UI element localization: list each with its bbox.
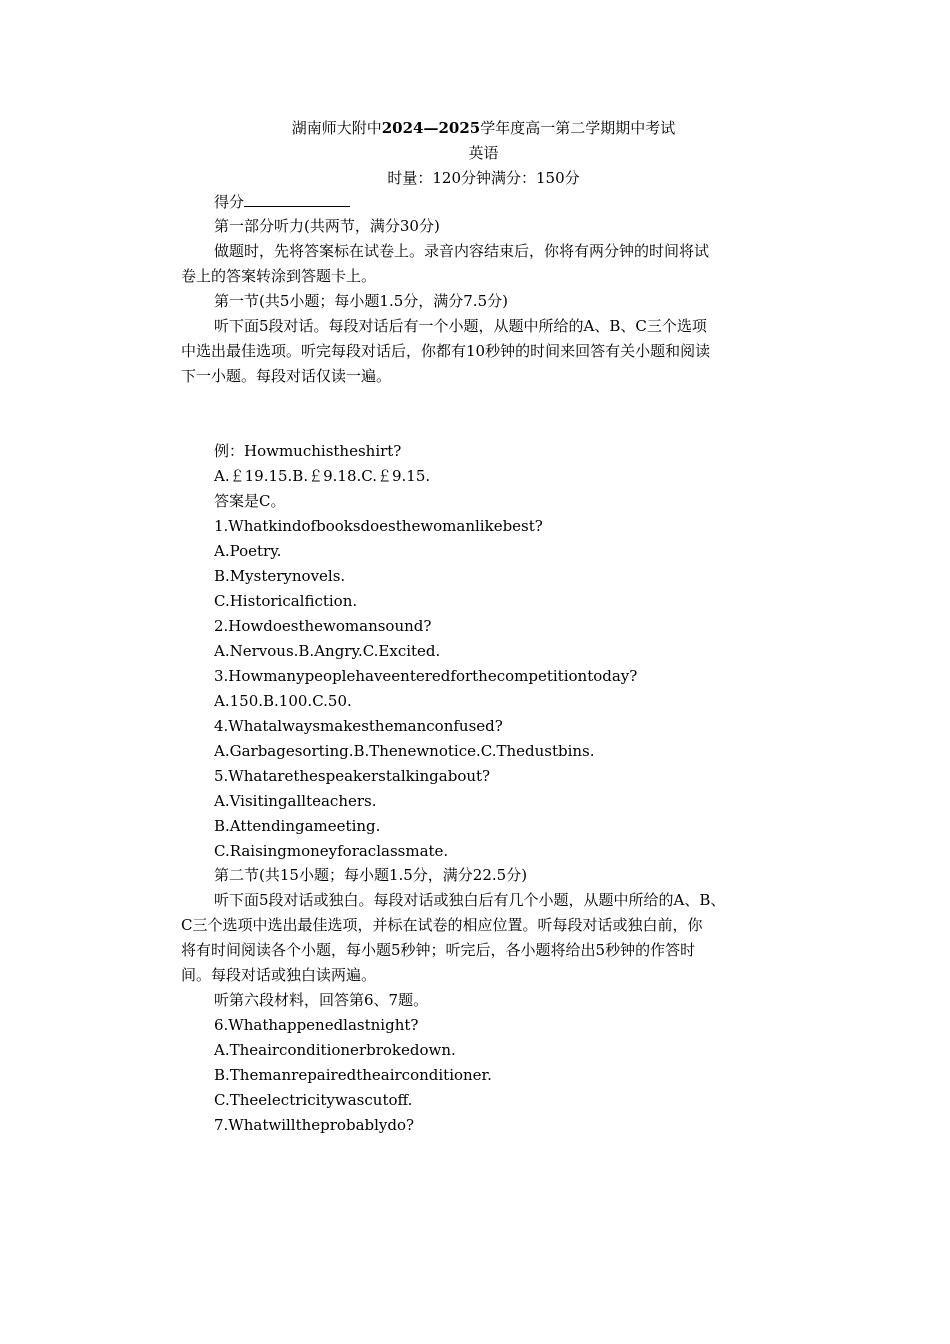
example-options: A.￡19.15.B.￡9.18.C.￡9.15. [214,467,431,485]
section1-instruction-2: 中选出最佳选项。听完每段对话后，你都有10秒钟的时间来回答有关小题和阅读 [181,342,711,360]
question-5-option-c: C.Raisingmoneyforaclassmate. [214,842,449,860]
school-name: 湖南师大附中 [291,119,382,137]
score-label: 得分 [214,193,245,211]
question-1-option-c: C.Historicalfiction. [214,592,358,610]
question-5: 5.Whatarethespeakerstalkingabout? [214,767,491,785]
question-6-option-c: C.Theelectricitywascutoff. [214,1091,413,1109]
section2-instruction-4: 间。每段对话或独白读两遍。 [181,966,377,984]
score-blank [244,192,350,207]
question-6-option-a: A.Theairconditionerbrokedown. [214,1041,456,1059]
section1-instruction-3: 下一小题。每段对话仅读一遍。 [181,367,392,385]
question-3: 3.Howmanypeoplehaveenteredforthecompetitiontoday? [214,667,638,685]
school-years: 2024—2025 [381,119,481,137]
question-7: 7.Whatwilltheprobablydo? [214,1116,415,1134]
part1-title: 第一部分听力(共两节，满分30分) [214,217,440,235]
question-6-option-b: B.Themanrepairedtheairconditioner. [214,1066,492,1084]
exam-title [181,116,786,140]
subject-title: 英语 [468,144,499,162]
material-6-intro: 听第六段材料，回答第6、7题。 [214,991,429,1009]
question-1: 1.Whatkindofbooksdoesthewomanlikebest? [214,517,543,535]
question-4-options: A.Garbagesorting.B.Thenewnotice.C.Thedustbins. [214,742,595,760]
part1-instruction-1: 做题时，先将答案标在试卷上。录音内容结束后，你将有两分钟的时间将试 [214,242,710,260]
section2-instruction-1: 听下面5段对话或独白。每段对话或独白后有几个小题，从题中所给的A、B、 [214,891,726,909]
example-answer: 答案是C。 [214,492,286,510]
part1-instruction-2: 卷上的答案转涂到答题卡上。 [181,267,377,285]
question-1-option-a: A.Poetry. [214,542,282,560]
question-2: 2.Howdoesthewomansound? [214,617,432,635]
section1-instruction-1: 听下面5段对话。每段对话后有一个小题，从题中所给的A、B、C三个选项 [214,317,707,335]
question-5-option-b: B.Attendingameeting. [214,817,381,835]
section2-title: 第二节(共15小题；每小题1.5分，满分22.5分) [214,866,528,884]
question-4: 4.Whatalwaysmakesthemanconfused? [214,717,503,735]
question-6: 6.Whathappenedlastnight? [214,1016,419,1034]
section1-title: 第一节(共5小题；每小题1.5分，满分7.5分) [214,292,508,310]
section2-instruction-2: C三个选项中选出最佳选项，并标在试卷的相应位置。听每段对话或独白前，你 [181,916,703,934]
example-question: 例：Howmuchistheshirt? [214,442,402,460]
question-5-option-a: A.Visitingallteachers. [214,792,377,810]
time-info: 时量：120分钟满分：150分 [387,169,580,187]
term-name: 学年度高一第二学期期中考试 [480,119,676,137]
section2-instruction-3: 将有时间阅读各个小题，每小题5秒钟；听完后，各小题将给出5秒钟的作答时 [181,941,696,959]
question-2-options: A.Nervous.B.Angry.C.Excited. [214,642,441,660]
score-line [214,190,814,214]
question-3-options: A.150.B.100.C.50. [214,692,352,710]
question-1-option-b: B.Mysterynovels. [214,567,346,585]
